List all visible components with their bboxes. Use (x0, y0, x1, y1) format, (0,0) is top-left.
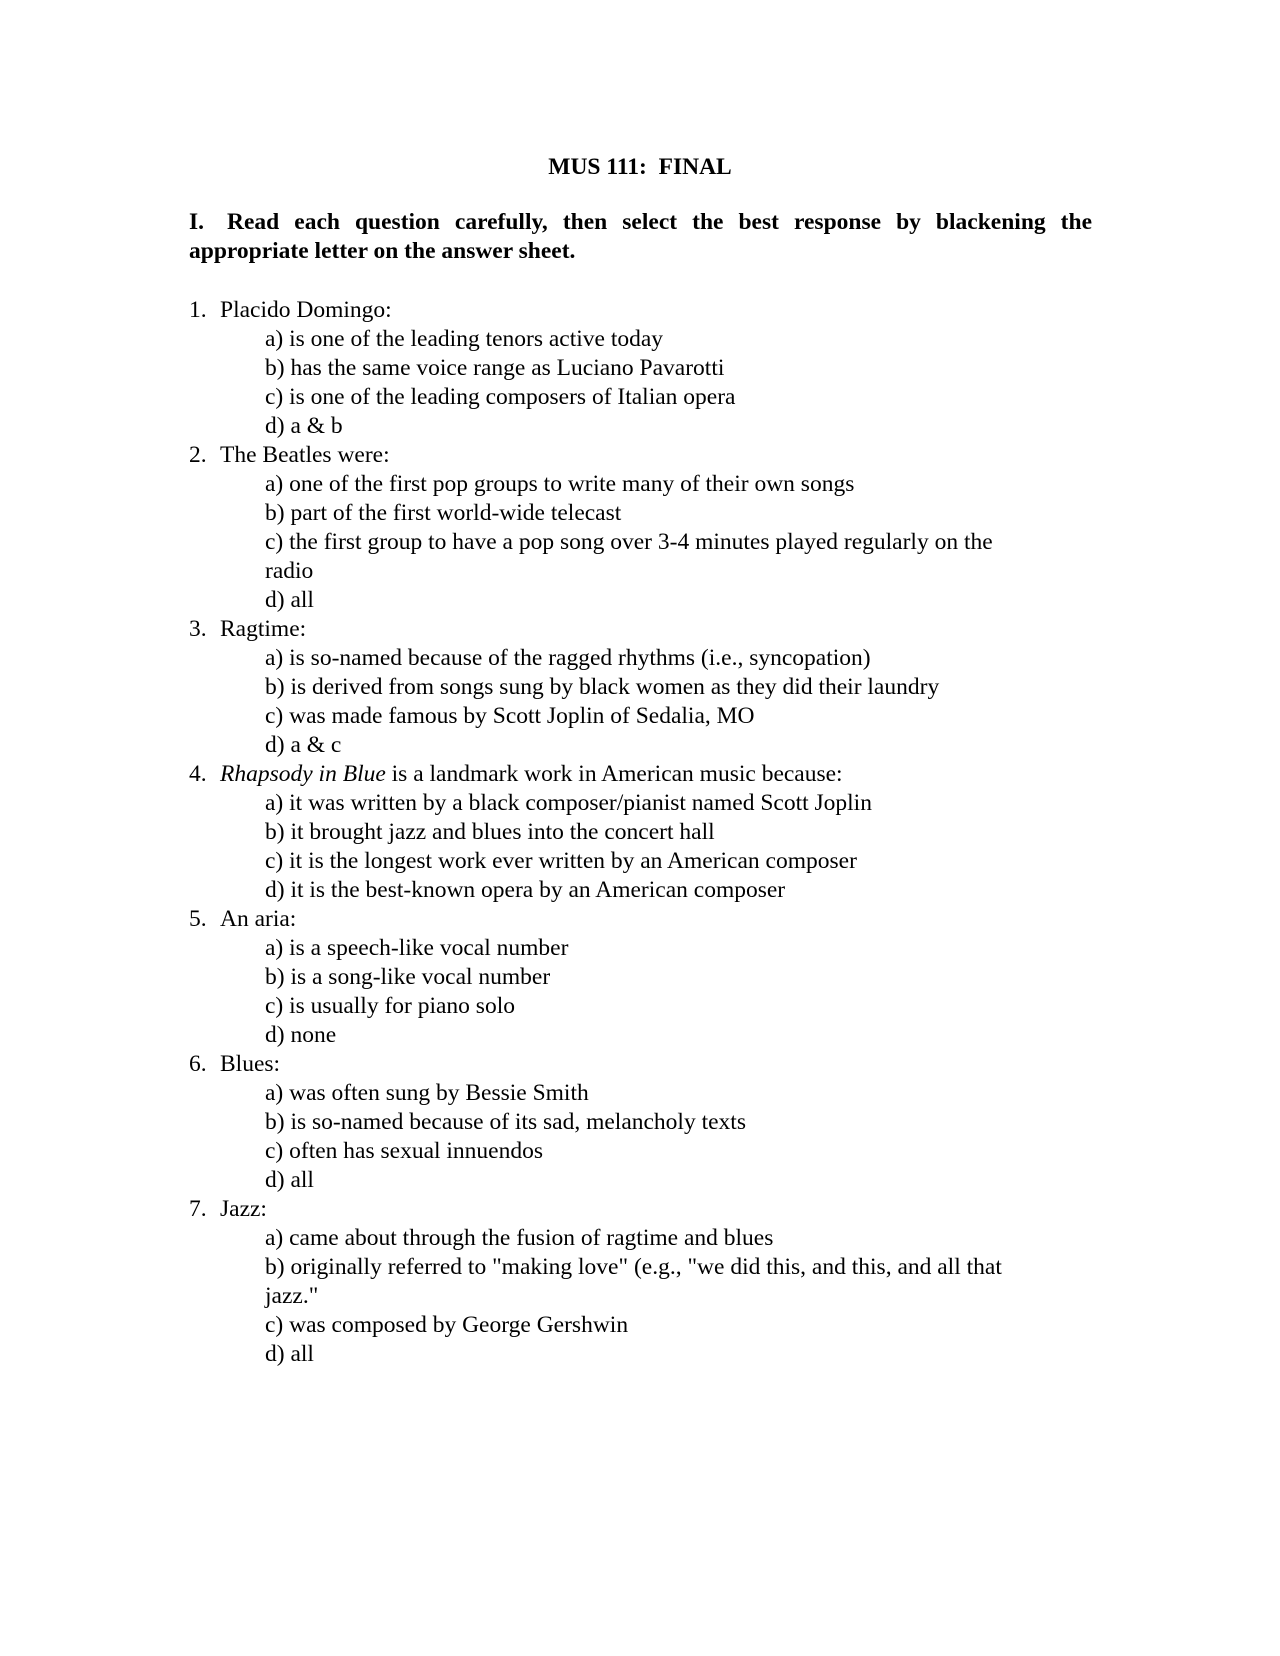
option: b) has the same voice range as Luciano Pavarotti (265, 355, 725, 381)
option: c) was made famous by Scott Joplin of Sedalia, MO (265, 703, 755, 729)
option-list (189, 644, 1089, 760)
option-list (189, 470, 1089, 615)
instruction-text: Read each question carefully, then select the best response by blackening the appropriate letter on the answer sheet. (189, 209, 1092, 264)
option: c) often has sexual innuendos (265, 1138, 544, 1164)
option: a) is a speech-like vocal number (265, 935, 569, 961)
question-2 (189, 441, 1089, 615)
question-1 (189, 296, 1089, 441)
option: d) all (265, 1341, 314, 1367)
option-list (189, 789, 1089, 905)
question-stem: Jazz: (220, 1196, 267, 1222)
question-number: 2. (189, 442, 207, 468)
option: b) originally referred to "making love" (e.g., "we did this, and this, and all that jazz." (265, 1254, 1002, 1309)
question-7 (189, 1195, 1089, 1369)
question-number: 5. (189, 906, 207, 932)
option: d) it is the best-known opera by an American composer (265, 877, 786, 903)
question-stem: Blues: (220, 1051, 281, 1077)
question-stem (220, 760, 843, 789)
option: c) is one of the leading composers of Italian opera (265, 384, 736, 410)
work-title: Rhapsody in Blue (220, 761, 386, 787)
question-stem-text: is a landmark work in American music because: (385, 761, 843, 787)
option: a) it was written by a black composer/pianist named Scott Joplin (265, 790, 872, 816)
option: d) none (265, 1022, 337, 1048)
option: a) is one of the leading tenors active today (265, 326, 664, 352)
option-list (189, 934, 1089, 1050)
question-number: 7. (189, 1196, 207, 1222)
page-title: MUS 111: FINAL (548, 154, 732, 180)
option: a) was often sung by Bessie Smith (265, 1080, 589, 1106)
option: c) is usually for piano solo (265, 993, 515, 1019)
question-4 (189, 760, 1089, 905)
question-number: 4. (189, 761, 207, 787)
option: a) came about through the fusion of ragtime and blues (265, 1225, 774, 1251)
question-number: 1. (189, 297, 207, 323)
question-number: 3. (189, 616, 207, 642)
question-list (189, 296, 1089, 1369)
option: b) is a song-like vocal number (265, 964, 551, 990)
option: c) was composed by George Gershwin (265, 1312, 629, 1338)
question-stem: The Beatles were: (220, 442, 390, 468)
option: b) part of the first world-wide telecast (265, 500, 622, 526)
question-number: 6. (189, 1051, 207, 1077)
option: a) is so-named because of the ragged rhythms (i.e., syncopation) (265, 645, 871, 671)
question-stem: Ragtime: (220, 616, 307, 642)
option-list (189, 325, 1089, 441)
option: a) one of the first pop groups to write many of their own songs (265, 471, 855, 497)
question-stem: Placido Domingo: (220, 297, 392, 323)
question-5 (189, 905, 1089, 1050)
option: c) the first group to have a pop song over 3-4 minutes played regularly on the radio (265, 529, 993, 584)
option: b) is derived from songs sung by black women as they did their laundry (265, 674, 940, 700)
question-3 (189, 615, 1089, 760)
option: d) all (265, 1167, 314, 1193)
section-instruction (189, 208, 1092, 266)
question-6 (189, 1050, 1089, 1195)
option-list (189, 1079, 1089, 1195)
option: d) a & c (265, 732, 342, 758)
option: c) it is the longest work ever written by an American composer (265, 848, 857, 874)
option: d) a & b (265, 413, 343, 439)
question-stem: An aria: (220, 906, 297, 932)
option-list (189, 1224, 1089, 1369)
section-numeral: I. (189, 209, 205, 235)
option: b) it brought jazz and blues into the concert hall (265, 819, 715, 845)
option: b) is so-named because of its sad, melancholy texts (265, 1109, 746, 1135)
option: d) all (265, 587, 314, 613)
